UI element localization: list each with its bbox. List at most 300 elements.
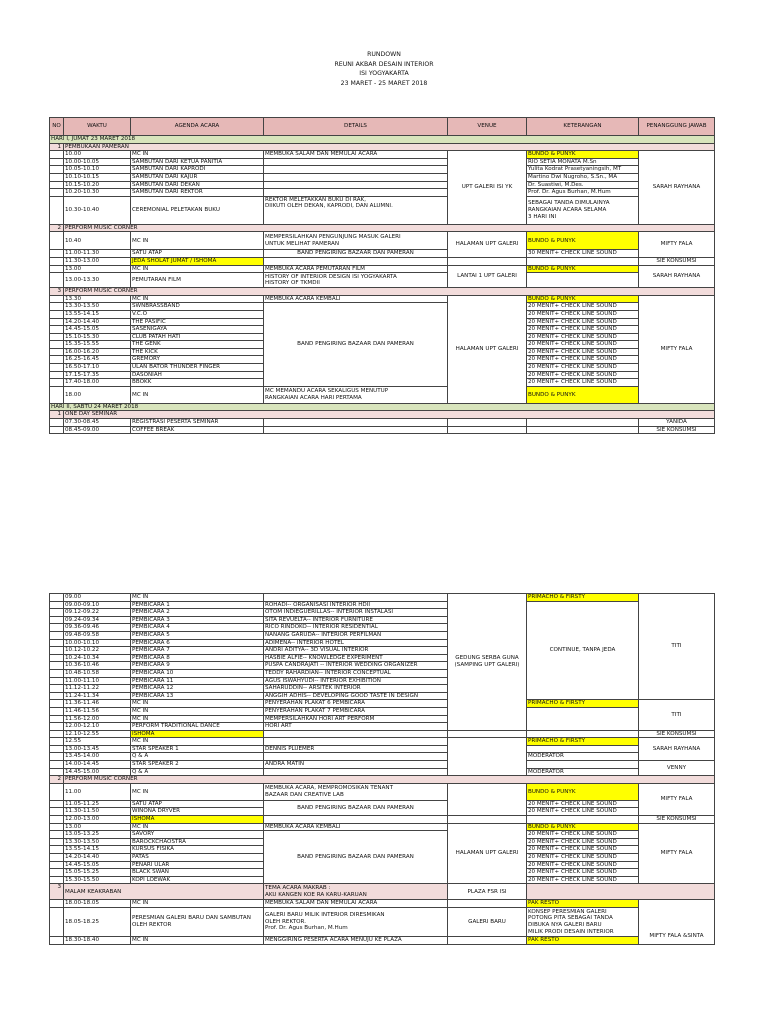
header-institution: ISI YOGYAKARTA xyxy=(359,70,409,77)
cell-waktu: 10.48-10.58 xyxy=(64,669,131,677)
cell-details: REKTOR MELETAKKAN BUKU DI RAK, DIIKUTI OLEH DEKAN, KAPRODI, DAN ALUMNI. xyxy=(264,196,448,224)
cell-agenda: PENARI ULAR xyxy=(131,861,264,869)
cell-keterangan: BUNDO & PUNYK xyxy=(527,783,639,800)
cell-venue: GEDUNG SERBA GUNA (SAMPING UPT GALERI) xyxy=(448,594,527,731)
cell-keterangan: 20 MENIT+ CHECK LINE SOUND xyxy=(527,371,639,379)
table-row xyxy=(50,166,715,174)
cell-waktu: 13.55-14.15 xyxy=(64,846,131,854)
cell-waktu: 11.30-11.50 xyxy=(64,808,131,816)
cell-waktu: 11.00-11.10 xyxy=(64,677,131,685)
cell-keterangan: RIO SETIA MONATA M.Sn xyxy=(527,158,639,166)
table-row xyxy=(50,265,715,273)
cell-agenda: MC IN xyxy=(131,386,264,403)
cell-agenda: SAMBUTAN DARI KAJUR xyxy=(131,173,264,181)
cell-waktu: 16.50-17.10 xyxy=(64,364,131,372)
col-agenda: AGENDA ACARA xyxy=(131,118,264,136)
table-row xyxy=(50,419,715,427)
cell-agenda: KURSUS FISIKA xyxy=(131,846,264,854)
cell-keterangan: 20 MENIT+ CHECK LINE SOUND xyxy=(527,348,639,356)
cell-agenda: COFFEE BREAK xyxy=(131,426,264,434)
cell-waktu: 11.46-11.56 xyxy=(64,707,131,715)
cell-keterangan: BUNDO & PUNYK xyxy=(527,386,639,403)
cell-agenda: MC IN xyxy=(131,783,264,800)
day-label: HARI II, SABTU 24 MARET 2018 xyxy=(50,403,715,411)
table-row xyxy=(50,158,715,166)
table-row xyxy=(50,753,715,761)
cell-details: RICO RINDOKO-- INTERIOR RESIDENTIAL xyxy=(264,624,448,632)
cell-agenda: SAMBUTAN DARI KETUA PANITIA xyxy=(131,158,264,166)
cell-agenda: PEMBICARA 11 xyxy=(131,677,264,685)
table-row xyxy=(50,181,715,189)
cell-keterangan: 20 MENIT+ CHECK LINE SOUND xyxy=(527,356,639,364)
cell-keterangan: BUNDO & PUNYK xyxy=(527,823,639,831)
cell-pj: MIFTY FALA xyxy=(639,295,715,403)
cell-venue: UPT GALERI ISI YK xyxy=(448,151,527,225)
cell-keterangan: BUNDO & PUNYK xyxy=(527,265,639,273)
section-title: PERFORM MUSIC CORNER xyxy=(64,776,715,784)
cell-pj: MIFTY FALA &SINTA xyxy=(639,900,715,944)
cell-waktu: 10.15-10.20 xyxy=(64,181,131,189)
table-row xyxy=(50,232,715,250)
cell-details: DENNIS PLUEMER xyxy=(264,745,448,753)
cell-waktu: 14.45-15.00 xyxy=(64,768,131,776)
cell-waktu: 10.30-10.40 xyxy=(64,196,131,224)
cell-pj: VENNY xyxy=(639,761,715,776)
cell-agenda: DASONIAH xyxy=(131,371,264,379)
section-no: 3 xyxy=(50,288,64,296)
cell-pj: TITI xyxy=(639,700,715,730)
cell-waktu: 12.00-12.10 xyxy=(64,723,131,731)
cell-details: MC MEMANDU ACARA SEKALIGUS MENUTUP RANGKAIAN ACARA HARI PERTAMA xyxy=(264,386,448,403)
cell-keterangan: CONTINUE, TANPA JEDA xyxy=(527,601,639,700)
cell-waktu: 07.30-08.45 xyxy=(64,419,131,427)
col-waktu: WAKTU xyxy=(64,118,131,136)
col-details: DETAILS xyxy=(264,118,448,136)
cell-agenda: PEMBICARA 6 xyxy=(131,639,264,647)
col-keterangan: KETERANGAN xyxy=(527,118,639,136)
cell-keterangan: MODERATOR xyxy=(527,768,639,776)
table-header-row xyxy=(50,118,715,136)
day-row xyxy=(50,403,715,411)
cell-keterangan: 20 MENIT+ CHECK LINE SOUND xyxy=(527,318,639,326)
cell-waktu: 09.24-09.34 xyxy=(64,616,131,624)
cell-keterangan: Dr. Suastiwi, M.Des. xyxy=(527,181,639,189)
table-row xyxy=(50,295,715,303)
cell-waktu: 18.30-18.40 xyxy=(64,936,131,944)
cell-details: MEMBUKA ACARA, MEMPROMOSIKAN TENANT BAZAAR DAN CREATIVE LAB xyxy=(264,783,448,800)
cell-keterangan: PAK RESTO xyxy=(527,936,639,944)
table-row xyxy=(50,768,715,776)
cell-agenda: PERESMIAN GALERI BARU DAN SAMBUTAN OLEH REKTOR xyxy=(131,907,264,936)
section-title: ONE DAY SEMINAR xyxy=(64,411,715,419)
cell-keterangan xyxy=(527,761,639,769)
cell-keterangan: 20 MENIT+ CHECK LINE SOUND xyxy=(527,800,639,808)
cell-waktu: 10.00 xyxy=(64,151,131,159)
day-row xyxy=(50,136,715,144)
cell-details xyxy=(264,768,448,776)
cell-agenda: REGISTRASI PESERTA SEMINAR xyxy=(131,419,264,427)
section-row xyxy=(50,884,715,900)
table-row xyxy=(50,386,715,403)
cell-waktu: 13.55-14.15 xyxy=(64,310,131,318)
cell-waktu: 13.00-13.45 xyxy=(64,745,131,753)
cell-keterangan: PRIMACHO & FIRSTY xyxy=(527,594,639,602)
cell-details: HORI ART xyxy=(264,723,448,731)
cell-details: PENYERAHAN PLAKAT 6 PEMBICARA xyxy=(264,700,448,708)
section-no: 1 xyxy=(50,143,64,151)
cell-waktu: 13.30-13.50 xyxy=(64,303,131,311)
table-row xyxy=(50,250,715,258)
cell-pj: YANIDA xyxy=(639,419,715,427)
cell-agenda: CEREMONIAL PELETAKAN BUKU xyxy=(131,196,264,224)
cell-keterangan: Yulita Kodrat Prasetyaningsih, MT xyxy=(527,166,639,174)
cell-keterangan: BUNDO & PUNYK xyxy=(527,295,639,303)
cell-agenda: THE GENK xyxy=(131,341,264,349)
cell-venue: GALERI BARU xyxy=(448,907,527,936)
cell-agenda: PEMBICARA 3 xyxy=(131,616,264,624)
cell-waktu: 11.12-11.22 xyxy=(64,685,131,693)
cell-details: AGUS ISWAHYUDI-- INTERIOR EXHIBITION xyxy=(264,677,448,685)
cell-waktu: 15.30-15.50 xyxy=(64,876,131,884)
section-title: MALAM KEAKRABAN xyxy=(64,884,264,900)
cell-details: TEDDY RAHARDIAN-- INTERIOR CONCEPTUAL xyxy=(264,669,448,677)
cell-waktu: 11.56-12.00 xyxy=(64,715,131,723)
cell-keterangan: 20 MENIT+ CHECK LINE SOUND xyxy=(527,838,639,846)
cell-keterangan: PRIMACHO & FIRSTY xyxy=(527,738,639,746)
cell-agenda: BLACK SWAN xyxy=(131,869,264,877)
cell-details: OTOM INDIEGUERILLAS-- INTERIOR INSTALASI xyxy=(264,609,448,617)
cell-waktu: 15.10-15.30 xyxy=(64,333,131,341)
cell-details: TEMA ACARA MAKRAB : AKU KANGEN KOE RA KARU-KARUAN xyxy=(264,884,448,900)
cell-details: MEMPERSILAHKAN HORI ART PERFORM xyxy=(264,715,448,723)
cell-details xyxy=(264,594,448,602)
cell-waktu: 14.00-14.45 xyxy=(64,761,131,769)
cell-pj: MIFTY FALA xyxy=(639,232,715,258)
table-row xyxy=(50,257,715,265)
cell-pj: MIFTY FALA xyxy=(639,823,715,884)
col-pj: PENANGGUNG JAWAB xyxy=(639,118,715,136)
cell-waktu: 12.00-13.00 xyxy=(64,816,131,824)
cell-waktu: 10.00-10.05 xyxy=(64,158,131,166)
cell-details: MENGGIRING PESERTA ACARA MENUJU KE PLAZA xyxy=(264,936,448,944)
cell-agenda: MC IN xyxy=(131,823,264,831)
cell-waktu: 11.30-13.00 xyxy=(64,257,131,265)
cell-waktu: 15.35-15.55 xyxy=(64,341,131,349)
cell-keterangan: 20 MENIT+ CHECK LINE SOUND xyxy=(527,861,639,869)
cell-pj: SARAH RAYHANA xyxy=(639,738,715,761)
cell-agenda: MC IN xyxy=(131,738,264,746)
cell-waktu: 10.12-10.22 xyxy=(64,647,131,655)
table-row xyxy=(50,831,715,839)
cell-agenda: MC IN xyxy=(131,232,264,250)
cell-waktu: 16.00-16.20 xyxy=(64,348,131,356)
section-no: 2 xyxy=(50,776,64,784)
table-row xyxy=(50,907,715,936)
cell-keterangan: MODERATOR xyxy=(527,753,639,761)
table-row xyxy=(50,601,715,609)
cell-keterangan: 20 MENIT+ CHECK LINE SOUND xyxy=(527,303,639,311)
cell-agenda: THE PASIFIC xyxy=(131,318,264,326)
cell-venue: PLAZA FSR ISI xyxy=(448,884,527,900)
cell-agenda: PEMBICARA 9 xyxy=(131,662,264,670)
cell-agenda: CLUB PATAH HATI xyxy=(131,333,264,341)
cell-details: BAND PENGIRING BAZAAR DAN PAMERAN xyxy=(264,303,448,387)
cell-keterangan: 20 MENIT+ CHECK LINE SOUND xyxy=(527,876,639,884)
cell-agenda: MC IN xyxy=(131,900,264,908)
section-no: 3 xyxy=(50,884,64,900)
cell-details: BAND PENGIRING BAZAAR DAN PAMERAN xyxy=(264,250,448,258)
cell-waktu: 14.45-15.05 xyxy=(64,861,131,869)
table-row xyxy=(50,189,715,197)
table-row xyxy=(50,816,715,824)
cell-agenda: SATU ATAP xyxy=(131,800,264,808)
cell-keterangan: BUNDO & PUNYK xyxy=(527,232,639,250)
cell-waktu: 10.36-10.46 xyxy=(64,662,131,670)
cell-pj: SARAH RAYHANA xyxy=(639,265,715,288)
table-row xyxy=(50,426,715,434)
cell-waktu: 13.05-13.25 xyxy=(64,831,131,839)
section-title: PERFORM MUSIC CORNER xyxy=(64,288,715,296)
cell-waktu: 11.00 xyxy=(64,783,131,800)
cell-agenda: PEMBICARA 10 xyxy=(131,669,264,677)
cell-agenda: MC IN xyxy=(131,715,264,723)
table-row xyxy=(50,707,715,715)
cell-waktu: 15.05-15.25 xyxy=(64,869,131,877)
header-title: RUNDOWN xyxy=(367,51,401,58)
cell-pj: SIE KONSUMSI xyxy=(639,816,715,824)
cell-waktu: 18.00-18.05 xyxy=(64,900,131,908)
header-event: REUNI AKBAR DESAIN INTERIOR xyxy=(334,60,434,68)
section-title: PERFORM MUSIC CORNER xyxy=(64,224,715,232)
col-venue: VENUE xyxy=(448,118,527,136)
cell-keterangan: Prof. Dr. Agus Burhan, M.Hum xyxy=(527,189,639,197)
cell-agenda: PEMBICARA 2 xyxy=(131,609,264,617)
cell-venue: HALAMAN UPT GALERI xyxy=(448,232,527,258)
cell-waktu: 13.00 xyxy=(64,823,131,831)
cell-waktu: 10.05-10.10 xyxy=(64,166,131,174)
cell-details: MEMBUKA ACARA KEMBALI xyxy=(264,823,448,831)
rundown-table-page1 xyxy=(49,117,715,434)
table-row xyxy=(50,745,715,753)
cell-details: BAND PENGIRING BAZAAR DAN PAMERAN xyxy=(264,800,448,815)
cell-agenda: PEMUTARAN FILM xyxy=(131,273,264,288)
cell-waktu: 18.00 xyxy=(64,386,131,403)
section-title: PEMBUKAAN PAMERAN xyxy=(64,143,715,151)
cell-waktu: 11.00-11.30 xyxy=(64,250,131,258)
section-row xyxy=(50,288,715,296)
cell-pj: TITI xyxy=(639,594,715,700)
cell-keterangan: 20 MENIT+ CHECK LINE SOUND xyxy=(527,341,639,349)
cell-agenda: KOPI LOEWAK xyxy=(131,876,264,884)
cell-details: MEMBUKA SALAM DAN MEMULAI ACARA xyxy=(264,900,448,908)
cell-details: MEMBUKA SALAM DAN MEMULAI ACARA xyxy=(264,151,448,159)
cell-waktu: 17.15-17.35 xyxy=(64,371,131,379)
cell-agenda: PEMBICARA 13 xyxy=(131,692,264,700)
cell-keterangan: 20 MENIT+ CHECK LINE SOUND xyxy=(527,326,639,334)
cell-agenda: ULAN BATOR THUNDER FINGER xyxy=(131,364,264,372)
cell-agenda: SWNBRASSBAND xyxy=(131,303,264,311)
table-row xyxy=(50,783,715,800)
cell-waktu: 13.30 xyxy=(64,295,131,303)
rundown-table-page2 xyxy=(49,593,715,945)
table-row xyxy=(50,151,715,159)
cell-details: MEMPERSILAHKAN PENGUNJUNG MASUK GALERI UNTUK MELIHAT PAMERAN xyxy=(264,232,448,250)
cell-waktu: 13.00 xyxy=(64,265,131,273)
cell-details: ANDRA MATIN xyxy=(264,761,448,769)
cell-agenda: MC IN xyxy=(131,151,264,159)
cell-waktu: 10.40 xyxy=(64,232,131,250)
cell-waktu: 12.55 xyxy=(64,738,131,746)
cell-agenda: JEDA SHOLAT JUMAT / ISHOMA xyxy=(131,257,264,265)
cell-waktu: 13.00-13.30 xyxy=(64,273,131,288)
cell-agenda: GREMORY xyxy=(131,356,264,364)
cell-details: SITA REVUELTA-- INTERIOR FURNITURE xyxy=(264,616,448,624)
table-row xyxy=(50,800,715,808)
cell-keterangan: BUNDO & PUNYK xyxy=(527,151,639,159)
table-row xyxy=(50,936,715,944)
cell-pj: SIE KONSUMSI xyxy=(639,257,715,265)
cell-waktu: 17.40-18.00 xyxy=(64,379,131,387)
cell-waktu: 12.10-12.55 xyxy=(64,730,131,738)
cell-waktu: 09.48-09.58 xyxy=(64,631,131,639)
cell-details: NANANG GARUDA-- INTERIOR PERFILMAN xyxy=(264,631,448,639)
table-row xyxy=(50,196,715,224)
cell-waktu: 09.00 xyxy=(64,594,131,602)
cell-agenda: MC IN xyxy=(131,936,264,944)
cell-waktu: 14.45-15.05 xyxy=(64,326,131,334)
table-row xyxy=(50,730,715,738)
table-row xyxy=(50,594,715,602)
cell-agenda: SAMBUTAN DARI DEKAN xyxy=(131,181,264,189)
cell-details: MEMBUKA ACARA PEMUTARAN FILM xyxy=(264,265,448,273)
col-no: NO xyxy=(50,118,64,136)
cell-agenda: SAMBUTAN DARI REKTOR xyxy=(131,189,264,197)
cell-details xyxy=(264,738,448,746)
cell-keterangan: SEBAGAI TANDA DIMULAINYA RANGKAIAN ACARA SELAMA 3 HARI INI xyxy=(527,196,639,224)
cell-waktu: 10.24-10.34 xyxy=(64,654,131,662)
cell-agenda: MC IN xyxy=(131,707,264,715)
cell-pj: SARAH RAYHANA xyxy=(639,151,715,225)
cell-agenda: V.C.O xyxy=(131,310,264,318)
cell-agenda: THE KICK xyxy=(131,348,264,356)
cell-waktu: 14.20-14.40 xyxy=(64,854,131,862)
cell-venue: HALAMAN UPT GALERI xyxy=(448,295,527,403)
cell-details: MEMBUKA ACARA KEMBALI xyxy=(264,295,448,303)
cell-waktu: 08.45-09.00 xyxy=(64,426,131,434)
table-row xyxy=(50,273,715,288)
cell-details: HISTORY OF INTERIOR DESIGN ISI YOGYAKARTA HISTORY OF TKMDII xyxy=(264,273,448,288)
table-row xyxy=(50,700,715,708)
section-row xyxy=(50,143,715,151)
cell-agenda: Q & A xyxy=(131,753,264,761)
cell-keterangan: 20 MENIT+ CHECK LINE SOUND xyxy=(527,808,639,816)
cell-agenda: STAR SPEAKER 2 xyxy=(131,761,264,769)
cell-waktu: 16.25-16.45 xyxy=(64,356,131,364)
cell-details: GALERI BARU MILIK INTERIOR DIRESMIKAN OLEH REKTOR. Prof. Dr. Agus Burhan, M.Hum xyxy=(264,907,448,936)
cell-details: BAND PENGIRING BAZAAR DAN PAMERAN xyxy=(264,831,448,884)
table-row xyxy=(50,823,715,831)
cell-waktu: 09.00-09.10 xyxy=(64,601,131,609)
cell-agenda: MC IN xyxy=(131,594,264,602)
cell-agenda: ISHOMA xyxy=(131,816,264,824)
cell-agenda: PERFORM TRADITIONAL DANCE xyxy=(131,723,264,731)
cell-agenda: PEMBICARA 1 xyxy=(131,601,264,609)
cell-details: ROHADI-- ORGANISASI INTERIOR HDII xyxy=(264,601,448,609)
cell-agenda: SATU ATAP xyxy=(131,250,264,258)
cell-agenda: BBOKK xyxy=(131,379,264,387)
section-row xyxy=(50,411,715,419)
cell-waktu: 09.12-09.22 xyxy=(64,609,131,617)
cell-waktu: 11.24-11.34 xyxy=(64,692,131,700)
cell-details: PENYERAHAN PLAKAT 7 PEMBICARA xyxy=(264,707,448,715)
cell-agenda: PEMBICARA 5 xyxy=(131,631,264,639)
cell-keterangan: PRIMACHO & FIRSTY xyxy=(527,700,639,708)
cell-waktu: 14.20-14.40 xyxy=(64,318,131,326)
cell-agenda: PEMBICARA 12 xyxy=(131,685,264,693)
cell-waktu: 10.10-10.15 xyxy=(64,173,131,181)
cell-keterangan: 20 MENIT+ CHECK LINE SOUND xyxy=(527,310,639,318)
cell-agenda: BAROCKCHAOSTRA xyxy=(131,838,264,846)
cell-agenda: PEMBICARA 7 xyxy=(131,647,264,655)
cell-details: PUSPA CANDRAJATI -- INTERIOR WEDDING ORGANIZER xyxy=(264,662,448,670)
cell-agenda: PATAS xyxy=(131,854,264,862)
cell-details: SAHARUDDIN-- ARSITEK INTERIOR xyxy=(264,685,448,693)
table-row xyxy=(50,303,715,311)
cell-waktu: 13.30-13.50 xyxy=(64,838,131,846)
cell-agenda: STAR SPEAKER 1 xyxy=(131,745,264,753)
cell-keterangan: KONSEP PERESMIAN GALERI POTONG PITA SEBAGAI TANDA DIBUKA NYA GALERI BARU MILIK PRODI DESAIN INTERIOR xyxy=(527,907,639,936)
cell-keterangan: 20 MENIT+ CHECK LINE SOUND xyxy=(527,831,639,839)
cell-details: ANGGIH ADHIS-- DEVELOPING GOOD TASTE IN DESIGN xyxy=(264,692,448,700)
cell-pj: MIFTY FALA xyxy=(639,783,715,815)
cell-waktu: 11.05-11.25 xyxy=(64,800,131,808)
cell-agenda: ISHOMA xyxy=(131,730,264,738)
cell-keterangan: 20 MENIT+ CHECK LINE SOUND xyxy=(527,854,639,862)
cell-waktu: 10.20-10.30 xyxy=(64,189,131,197)
table-row xyxy=(50,173,715,181)
header-lines xyxy=(0,50,768,88)
cell-details: ADIMENA-- INTERIOR HOTEL xyxy=(264,639,448,647)
cell-agenda: MC IN xyxy=(131,700,264,708)
cell-waktu: 09.36-09.46 xyxy=(64,624,131,632)
cell-agenda: PEMBICARA 4 xyxy=(131,624,264,632)
cell-agenda: Q & A xyxy=(131,768,264,776)
cell-keterangan: 20 MENIT+ CHECK LINE SOUND xyxy=(527,333,639,341)
cell-agenda: WINONA DRYVER xyxy=(131,808,264,816)
cell-keterangan: 20 MENIT+ CHECK LINE SOUND xyxy=(527,364,639,372)
cell-agenda: SAVORY xyxy=(131,831,264,839)
cell-details xyxy=(264,753,448,761)
section-row xyxy=(50,776,715,784)
cell-keterangan: PAK RESTO xyxy=(527,900,639,908)
cell-agenda: PEMBICARA 8 xyxy=(131,654,264,662)
cell-details: ANDRI ADITYA-- 3D VISUAL INTERIOR xyxy=(264,647,448,655)
cell-pj: SIE KONSUMSI xyxy=(639,426,715,434)
table-row xyxy=(50,761,715,769)
cell-keterangan: 30 MENIT+ CHECK LINE SOUND xyxy=(527,250,639,258)
day-label: HARI I, JUMAT 23 MARET 2018 xyxy=(50,136,715,144)
cell-venue: HALAMAN UPT GALERI xyxy=(448,823,527,884)
cell-waktu: 10.00-10.10 xyxy=(64,639,131,647)
section-no: 2 xyxy=(50,224,64,232)
cell-keterangan: 20 MENIT+ CHECK LINE SOUND xyxy=(527,869,639,877)
cell-keterangan: Martino Dwi Nugroho, S.Sn., MA xyxy=(527,173,639,181)
cell-waktu: 11.36-11.46 xyxy=(64,700,131,708)
cell-waktu: 18.05-18.25 xyxy=(64,907,131,936)
cell-agenda: MC IN xyxy=(131,295,264,303)
table-row xyxy=(50,900,715,908)
cell-venue: LANTAI 1 UPT GALERI xyxy=(448,265,527,288)
